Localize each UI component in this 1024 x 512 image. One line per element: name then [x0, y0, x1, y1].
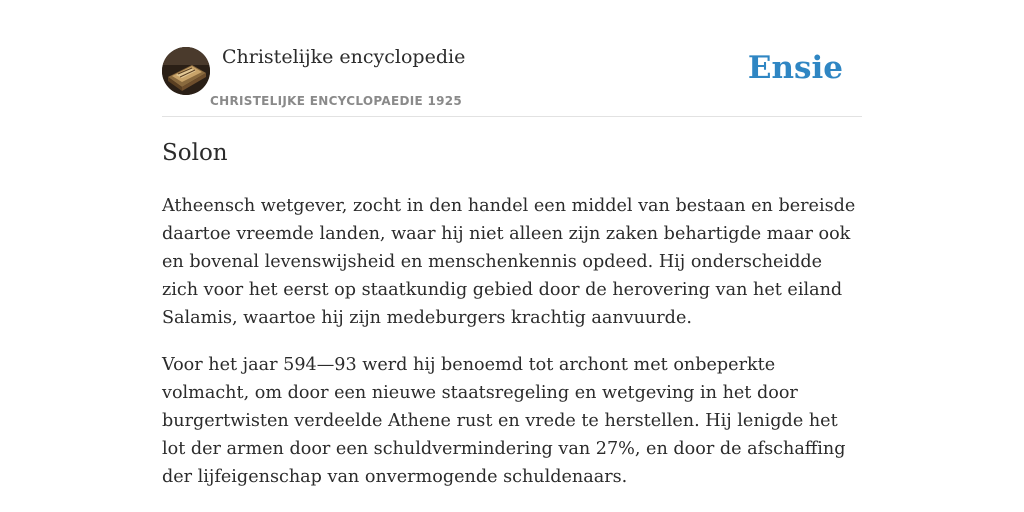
brand-logo-link[interactable]: Ensie	[747, 50, 843, 86]
article-title: Solon	[162, 140, 228, 166]
encyclopedia-avatar[interactable]	[162, 47, 210, 95]
page	[162, 0, 862, 512]
article-paragraph: Voor het jaar 594—93 werd hij benoemd tot archont met onbeperkte volmacht, om door een nieuwe staatsregeling en wetgeving in het door burgertwisten verdeelde Athene rust en vrede te herstellen. Hij lenigde het lot der armen door een schuldvermindering van 27%, en door de afschaffing der lijfeigenschap van onvermogende schuldenaars.	[162, 355, 846, 487]
article-body	[162, 192, 862, 510]
book-image-icon	[162, 47, 210, 95]
site-subtitle: CHRISTELIJKE ENCYCLOPAEDIE 1925	[210, 94, 463, 108]
article-paragraph: Atheensch wetgever, zocht in den handel een middel van bestaan en bereisde daartoe vreemde landen, waar hij niet alleen zijn zaken behartigde maar ook en bovenal levenswijsheid en menschenkennis opdeed. Hij onderscheidde zich voor het eerst op staatkundig gebied door de herovering van het eiland Salamis, waartoe hij zijn medeburgers krachtig aanvuurde.	[162, 196, 856, 328]
site-header	[162, 0, 862, 117]
site-title[interactable]: Christelijke encyclopedie	[222, 46, 466, 68]
